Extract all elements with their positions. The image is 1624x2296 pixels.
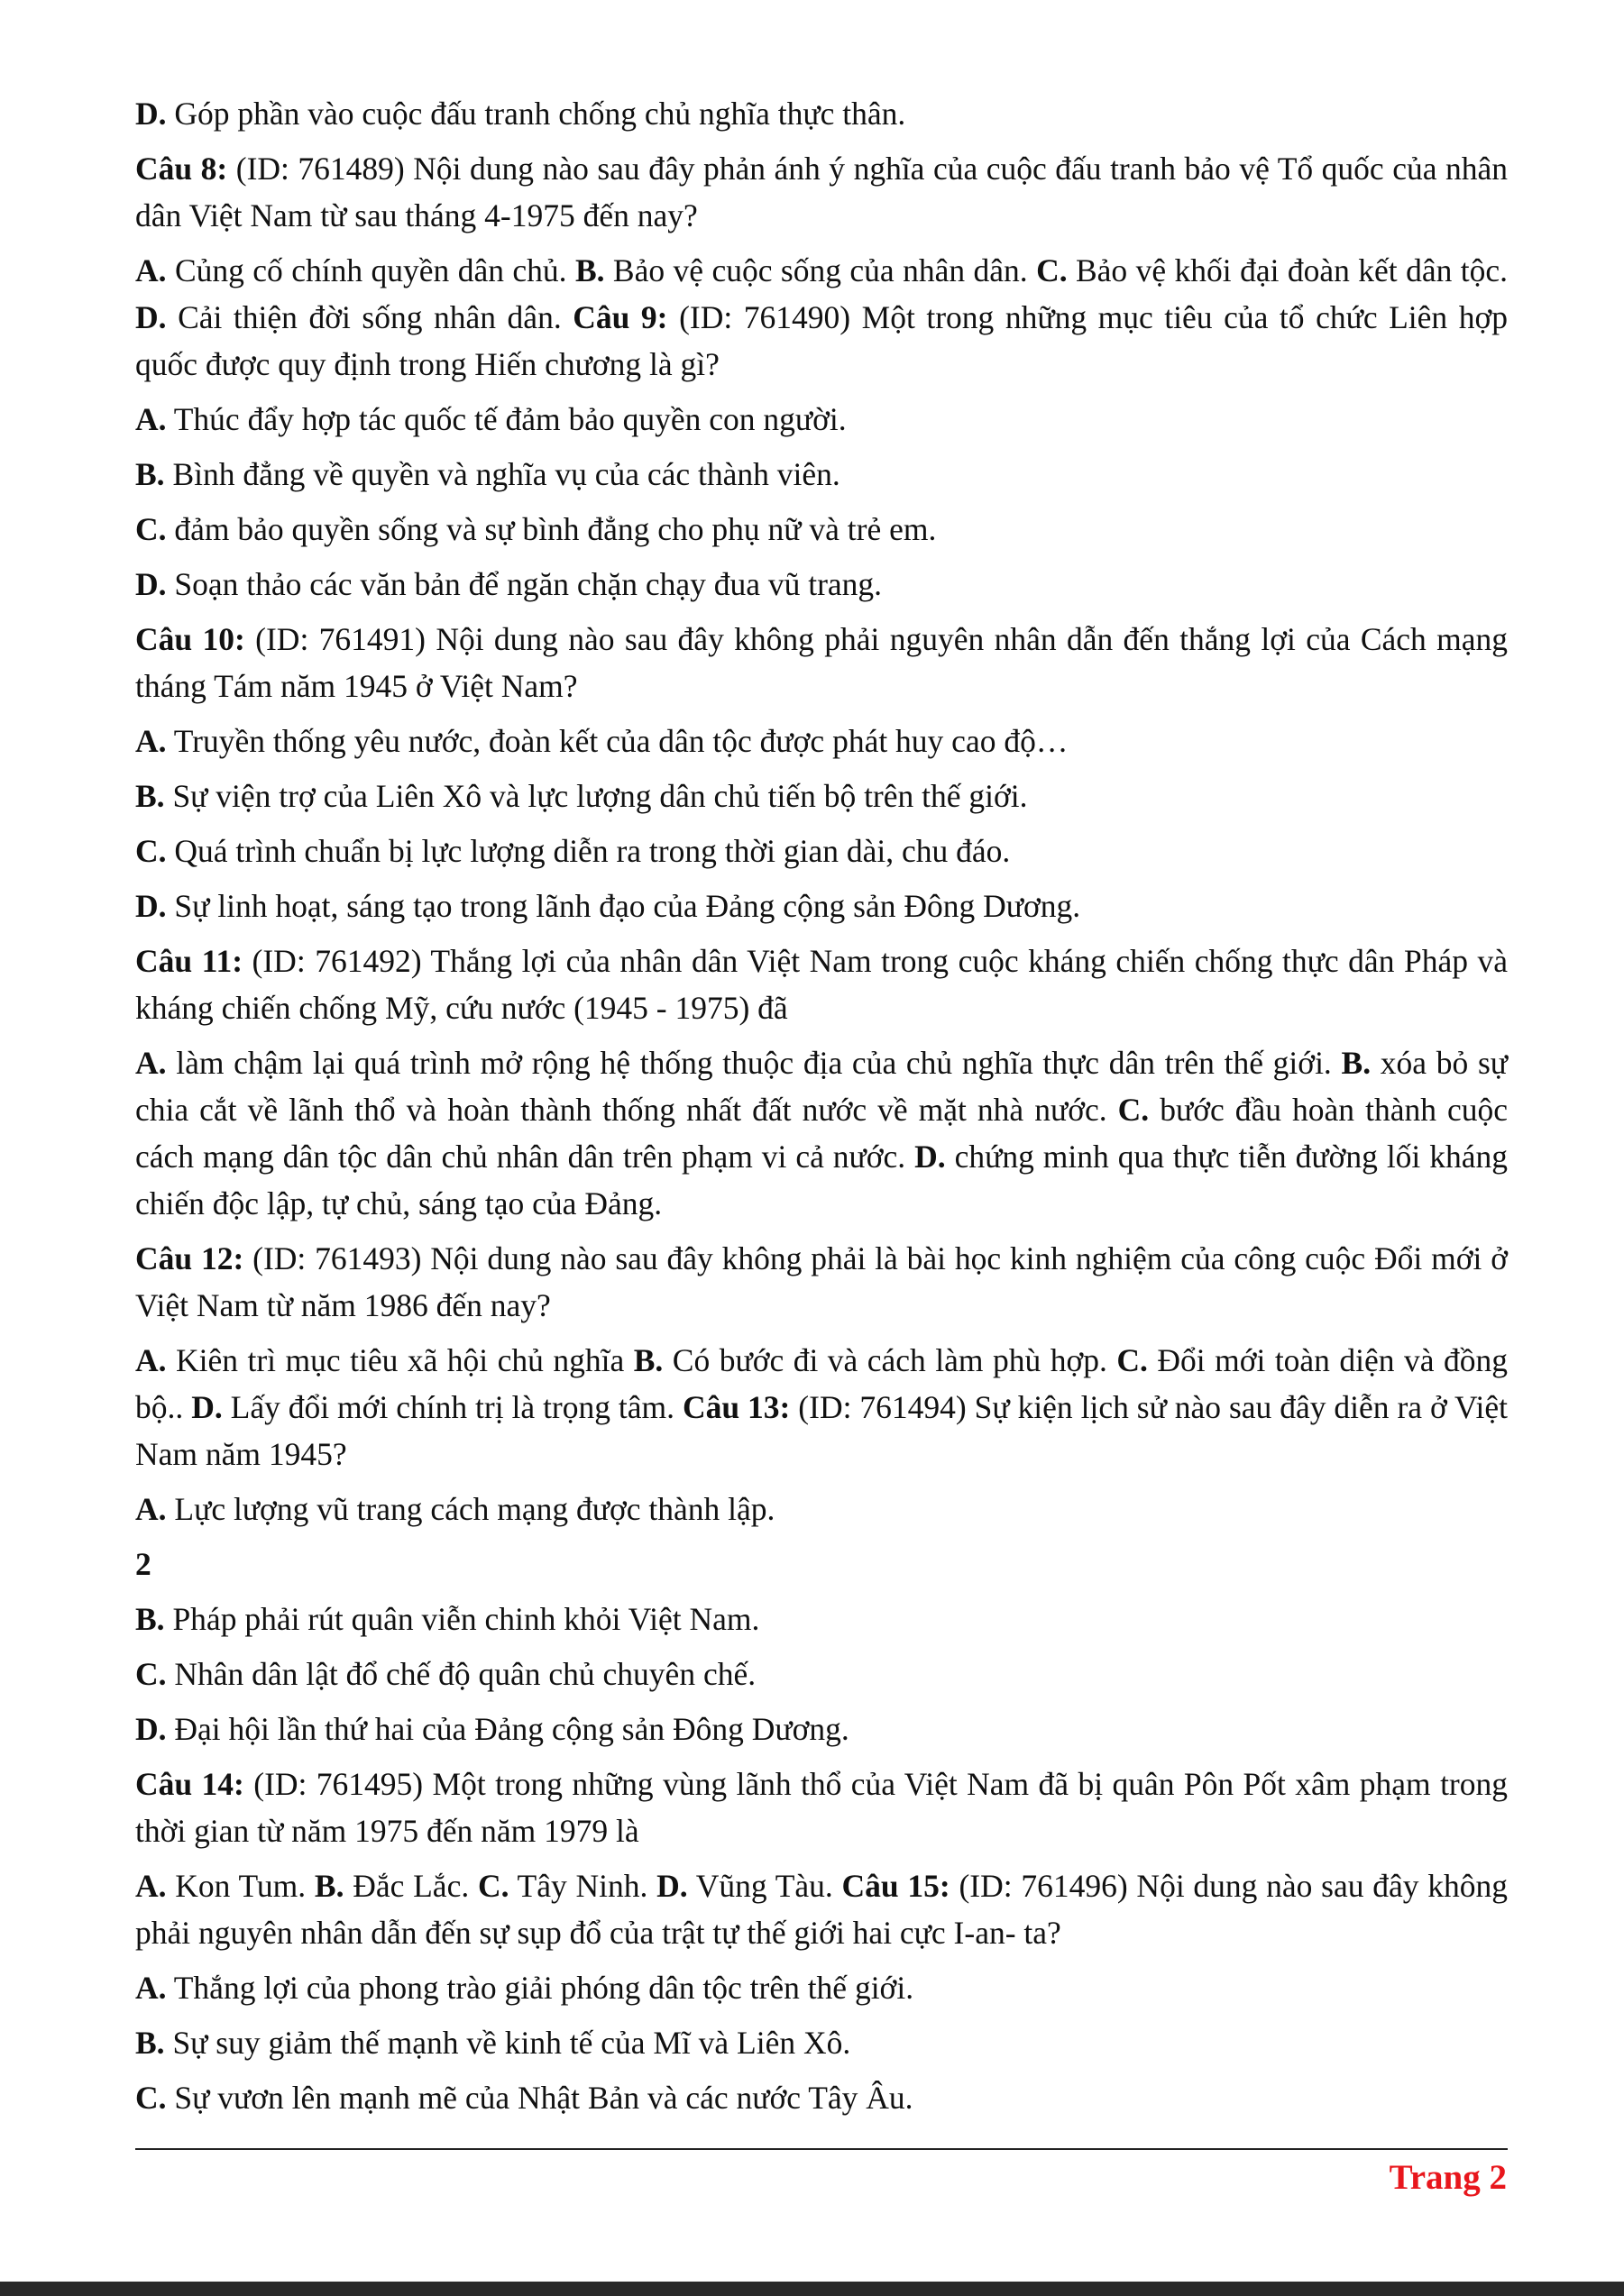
text-run: Kon Tum. (166, 1868, 315, 1904)
text-run: Sự suy giảm thế mạnh về kinh tế của Mĩ và Liên Xô. (164, 2025, 851, 2061)
text-run: Thắng lợi của phong trào giải phóng dân tộc trên thế giới. (166, 1970, 914, 2006)
text-paragraph (135, 1486, 1508, 1532)
text-run: bước đầu hoàn thành cuộc cách mạng dân tộc dân chủ nhân dân trên phạm vi cả nước. (135, 1092, 1508, 1175)
bold-run: A. (135, 1970, 167, 2006)
text-run: Sự viện trợ của Liên Xô và lực lượng dân chủ tiến bộ trên thế giới. (164, 778, 1028, 814)
bold-run: C. (135, 2080, 167, 2116)
text-run: xóa bỏ sự chia cắt về lãnh thổ và hoàn thành thống nhất đất nước về mặt nhà nước. (135, 1045, 1509, 1128)
bold-run: B. (574, 252, 605, 288)
text-run: Đắc Lắc. (344, 1868, 478, 1904)
text-paragraph (135, 1651, 1508, 1697)
text-paragraph (135, 883, 1508, 929)
bold-run: A. (135, 252, 167, 288)
bold-run: C. (1117, 1092, 1150, 1128)
bold-run: Câu 14: (135, 1766, 244, 1802)
text-run: (ID: 761495) Một trong những vùng lãnh thổ của Việt Nam đã bị quân Pôn Pốt xâm phạm trong thời gian từ năm 1975 đến năm 1979 là (135, 1766, 1508, 1849)
bottom-edge-strip (0, 2282, 1624, 2296)
text-run: Thúc đẩy hợp tác quốc tế đảm bảo quyền con người. (166, 401, 847, 437)
text-paragraph (135, 1596, 1508, 1642)
text-paragraph (135, 2074, 1508, 2121)
text-run: (ID: 761489) Nội dung nào sau đây phản ánh ý nghĩa của cuộc đấu tranh bảo vệ Tổ quốc của nhân dân Việt Nam từ sau tháng 4-1975 đến nay? (135, 151, 1508, 233)
text-paragraph (135, 1541, 1508, 1587)
text-run: Truyền thống yêu nước, đoàn kết của dân tộc được phát huy cao độ… (166, 723, 1069, 759)
text-paragraph (135, 1039, 1508, 1227)
text-run: Nhân dân lật đổ chế độ quân chủ chuyên chế. (166, 1656, 757, 1692)
text-paragraph (135, 828, 1508, 874)
text-paragraph (135, 773, 1508, 819)
text-run: Bảo vệ cuộc sống của nhân dân. (604, 252, 1037, 288)
text-paragraph (135, 90, 1508, 137)
bold-run: D. (135, 888, 167, 924)
text-run: (ID: 761490) Một trong những mục tiêu của tổ chức Liên hợp quốc được quy định trong Hiến chương là gì? (135, 299, 1509, 382)
text-run: Tây Ninh. (509, 1868, 657, 1904)
bold-run: Câu 15: (841, 1868, 950, 1904)
bold-run: D. (135, 1711, 167, 1747)
bold-run: A. (135, 723, 167, 759)
bold-run: Câu 10: (135, 621, 245, 657)
text-paragraph (135, 1706, 1508, 1752)
bold-run: B. (135, 2025, 165, 2061)
bold-run: B. (1341, 1045, 1372, 1081)
text-run: đảm bảo quyền sống và sự bình đẳng cho phụ nữ và trẻ em. (166, 511, 937, 547)
bold-run: Câu 11: (135, 943, 243, 979)
text-run: Bảo vệ khối đại đoàn kết dân tộc. (1067, 252, 1509, 288)
text-run: (ID: 761491) Nội dung nào sau đây không phải nguyên nhân dẫn đến thắng lợi của Cách mạng tháng Tám năm 1945 ở Việt Nam? (135, 621, 1509, 704)
bold-run: C. (135, 833, 167, 869)
text-run: Có bước đi và cách làm phù hợp. (663, 1342, 1117, 1378)
text-run: Quá trình chuẩn bị lực lượng diễn ra trong thời gian dài, chu đáo. (166, 833, 1011, 869)
bold-run: A. (135, 1045, 167, 1081)
bold-run: C. (1036, 252, 1068, 288)
bold-run: Câu 13: (682, 1389, 791, 1425)
bold-run: C. (477, 1868, 509, 1904)
bold-run: A. (135, 1491, 167, 1527)
text-paragraph (135, 1964, 1508, 2011)
text-run: Góp phần vào cuộc đấu tranh chống chủ nghĩa thực thân. (166, 96, 906, 132)
bold-run: A. (135, 1342, 167, 1378)
bold-run: A. (135, 401, 167, 437)
text-run: Kiên trì mục tiêu xã hội chủ nghĩa (166, 1342, 634, 1378)
text-paragraph (135, 1337, 1508, 1477)
text-paragraph (135, 938, 1508, 1031)
text-run: làm chậm lại quá trình mở rộng hệ thống thuộc địa của chủ nghĩa thực dân trên thế giới. (166, 1045, 1342, 1081)
text-paragraph (135, 718, 1508, 764)
text-paragraph (135, 506, 1508, 553)
text-paragraph (135, 616, 1508, 709)
document-body (135, 90, 1508, 2129)
bold-run: B. (135, 456, 165, 492)
bold-run: B. (314, 1868, 344, 1904)
page-number-label: Trang 2 (1389, 2158, 1507, 2197)
text-run: (ID: 761494) Sự kiện lịch sử nào sau đây diễn ra ở Việt Nam năm 1945? (135, 1389, 1509, 1472)
bold-run: D. (135, 566, 167, 602)
text-run: (ID: 761496) Nội dung nào sau đây không phải nguyên nhân dẫn đến sự sụp đổ của trật tự thế giới hai cực I-an- ta? (135, 1868, 1508, 1951)
text-run: Lực lượng vũ trang cách mạng được thành lập. (166, 1491, 775, 1527)
text-paragraph (135, 2019, 1508, 2066)
bold-run: B. (633, 1342, 664, 1378)
bold-run: D. (135, 96, 167, 132)
bold-run: Câu 9: (573, 299, 668, 335)
bold-run: B. (135, 778, 165, 814)
text-paragraph (135, 1235, 1508, 1329)
bold-run: Câu 8: (135, 151, 228, 187)
text-paragraph (135, 145, 1508, 239)
text-paragraph (135, 451, 1508, 498)
text-run: Củng cố chính quyền dân chủ. (166, 252, 575, 288)
bold-run: C. (1116, 1342, 1148, 1378)
bold-run: D. (914, 1139, 946, 1175)
bold-run: D. (135, 299, 167, 335)
bold-run: D. (656, 1868, 688, 1904)
text-paragraph (135, 1761, 1508, 1854)
text-paragraph (135, 1862, 1508, 1956)
text-paragraph (135, 561, 1508, 608)
bold-run: B. (135, 1601, 165, 1637)
text-run: (ID: 761492) Thắng lợi của nhân dân Việt Nam trong cuộc kháng chiến chống thực dân Pháp và kháng chiến chống Mỹ, cứu nước (1945 - 1975) đã (135, 943, 1508, 1026)
text-run: Vũng Tàu. (687, 1868, 842, 1904)
text-run: Sự linh hoạt, sáng tạo trong lãnh đạo của Đảng cộng sản Đông Dương. (166, 888, 1081, 924)
text-run: Đại hội lần thứ hai của Đảng cộng sản Đông Dương. (166, 1711, 849, 1747)
text-paragraph (135, 396, 1508, 443)
text-run: Pháp phải rút quân viễn chinh khỏi Việt Nam. (164, 1601, 760, 1637)
text-paragraph (135, 247, 1508, 388)
bold-run: 2 (135, 1546, 151, 1582)
footer-divider (135, 2148, 1508, 2150)
bold-run: A. (135, 1868, 167, 1904)
text-run: Lấy đổi mới chính trị là trọng tâm. (222, 1389, 683, 1425)
text-run: Soạn thảo các văn bản để ngăn chặn chạy đua vũ trang. (166, 566, 883, 602)
bold-run: Câu 12: (135, 1240, 244, 1276)
bold-run: C. (135, 511, 167, 547)
bold-run: C. (135, 1656, 167, 1692)
text-run: chứng minh qua thực tiễn đường lối kháng chiến độc lập, tự chủ, sáng tạo của Đảng. (135, 1139, 1508, 1221)
text-run: Sự vươn lên mạnh mẽ của Nhật Bản và các nước Tây Âu. (166, 2080, 913, 2116)
text-run: Bình đẳng về quyền và nghĩa vụ của các thành viên. (164, 456, 840, 492)
text-run: Đổi mới toàn diện và đồng bộ.. (135, 1342, 1509, 1425)
text-run: (ID: 761493) Nội dung nào sau đây không phải là bài học kinh nghiệm của công cuộc Đổi mới ở Việt Nam từ năm 1986 đến nay? (135, 1240, 1508, 1323)
bold-run: D. (191, 1389, 223, 1425)
text-run: Cải thiện đời sống nhân dân. (166, 299, 573, 335)
